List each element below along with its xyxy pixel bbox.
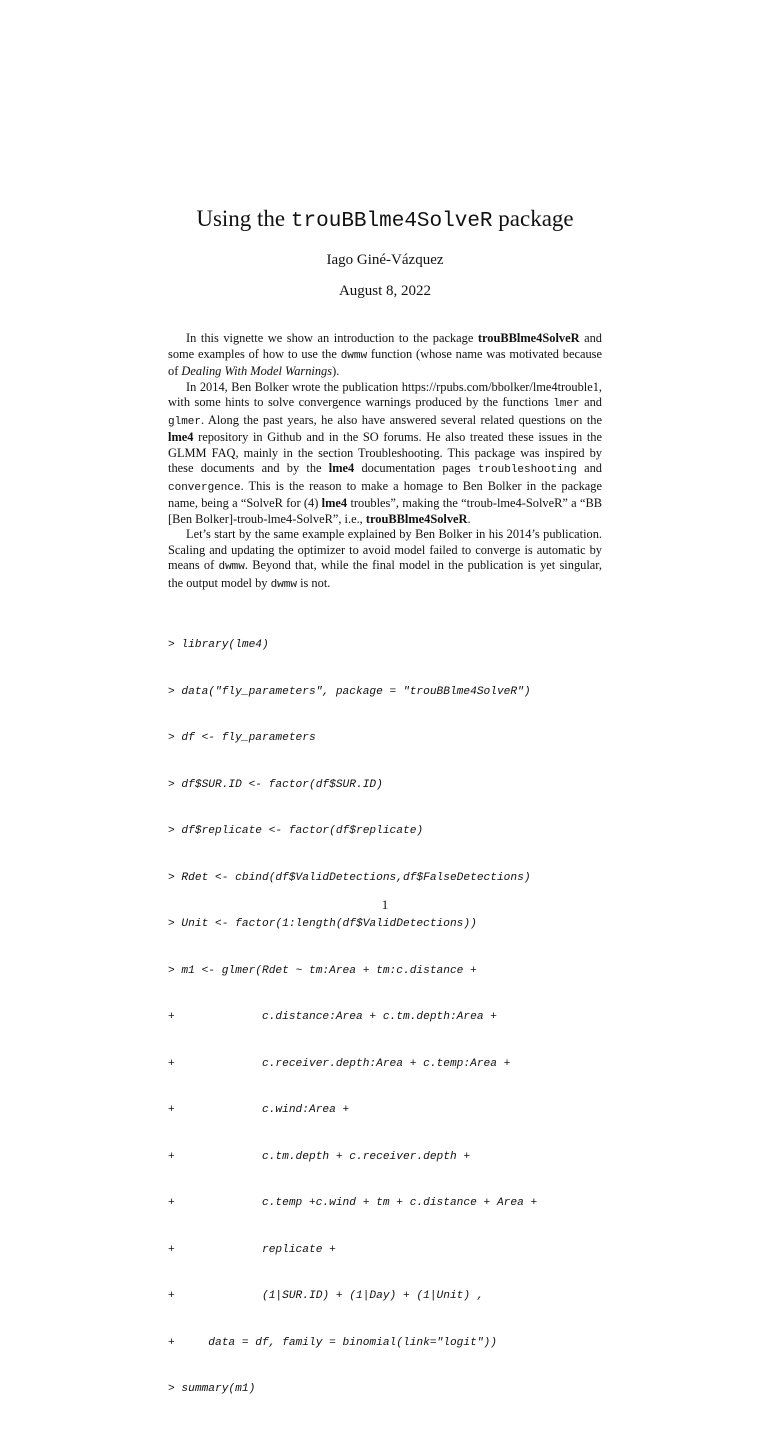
code-line: + c.receiver.depth:Area + c.temp:Area +	[168, 1057, 511, 1070]
body-text	[168, 331, 602, 593]
code-line: + (1|SUR.ID) + (1|Day) + (1|Unit) ,	[168, 1290, 484, 1302]
code-line: + c.distance:Area + c.tm.depth:Area +	[168, 1011, 497, 1023]
code-line: > df$SUR.ID <- factor(df$SUR.ID)	[168, 778, 383, 791]
publication-date: August 8, 2022	[338, 283, 432, 299]
code-line: > m1 <- glmer(Rdet ~ tm:Area + tm:c.distance +	[168, 964, 477, 977]
code-line: > df$replicate <- factor(df$replicate)	[168, 825, 424, 837]
code-line: > Rdet <- cbind(df$ValidDetections,df$FalseDetections)	[168, 871, 531, 884]
code-line: + replicate +	[168, 1243, 336, 1256]
page-number: 1	[381, 897, 389, 912]
paragraph-background: In 2014, Ben Bolker wrote the publication https://rpubs.com/bbolker/lme4trouble1, with some hints to solve convergence warnings produced by the functions lmer and glmer. Along the past years, he also have answered several related questions on the lme4 repository in Github and in the SO forums. He also treated these issues in the GLMM FAQ, mainly in the section Troubleshooting. This package was inspired by these documents and by the lme4 documentation pages troubleshooting and convergence. This is the reason to make a homage to Ben Bolker in the package name, being a “SolveR for (4) lme4 troubles”, making the “troub-lme4-SolveR” a “BB [Ben Bolker]-troub-lme4-SolveR”, i.e., trouBBlme4SolveR.	[168, 379, 602, 526]
code-line: + c.tm.depth + c.receiver.depth +	[168, 1150, 471, 1163]
code-line: + data = df, family = binomial(link="logit"))	[168, 1336, 497, 1349]
r-code-block	[168, 607, 608, 1429]
code-line: + c.temp +c.wind + tm + c.distance + Area +	[168, 1197, 538, 1209]
author-name: Iago Giné-Vázquez	[326, 252, 444, 268]
document-title: Using the trouBBlme4SolveR package	[196, 206, 574, 233]
paragraph-intro: In this vignette we show an introduction to the package trouBBlme4SolveR and some examples of how to use the dwmw function (whose name was motivated because of Dealing With Model Warnings).	[168, 331, 602, 378]
code-line: > summary(m1)	[168, 1383, 256, 1395]
code-line: > Unit <- factor(1:length(df$ValidDetections))	[168, 918, 477, 930]
code-line: > df <- fly_parameters	[168, 732, 316, 744]
code-line: + c.wind:Area +	[168, 1104, 350, 1116]
code-line: > library(lme4)	[168, 639, 269, 651]
paragraph-example: Let’s start by the same example explained by Ben Bolker in his 2014’s publication. Scaling and updating the optimizer to avoid model failed to converge is automatic by means of dwmw. Beyond that, while the final model in the publication is yet singular, the output model by dwmw is not.	[168, 527, 603, 591]
package-name-code: trouBBlme4SolveR	[290, 210, 493, 233]
code-line: > data("fly_parameters", package = "trouBBlme4SolveR")	[168, 685, 531, 698]
